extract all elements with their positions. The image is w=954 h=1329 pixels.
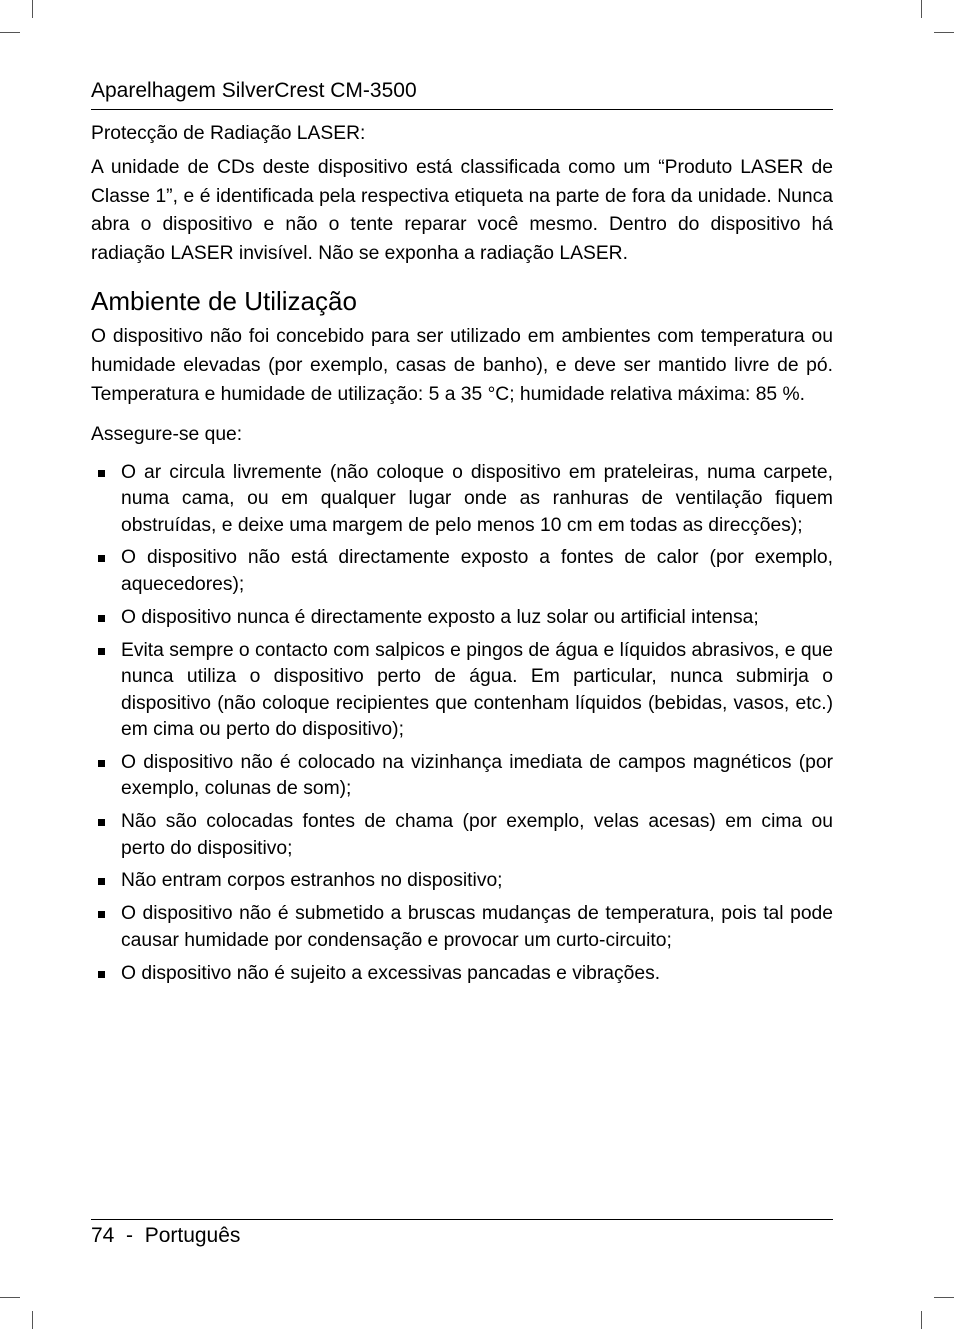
bullet-square-icon — [98, 760, 105, 767]
list-item — [91, 750, 833, 803]
list-item — [91, 460, 833, 539]
list-item — [91, 545, 833, 598]
list-item-text: O dispositivo não é submetido a bruscas mudanças de temperatura, pois tal pode causar humidade por condensação e provocar um curto-circuito; — [121, 903, 833, 951]
crop-mark-top-right — [921, 0, 922, 18]
list-item-text: O dispositivo não é colocado na vizinhança imediata de campos magnéticos (por exemplo, colunas de som); — [121, 751, 833, 800]
list-item — [91, 605, 833, 631]
environment-intro: Assegure-se que: — [91, 424, 243, 446]
crop-mark-top-left-horizontal — [0, 32, 20, 33]
list-item-text: O dispositivo nunca é directamente exposto a luz solar ou artificial intensa; — [121, 606, 759, 628]
crop-mark-bottom-left-horizontal — [0, 1297, 20, 1298]
environment-paragraph: O dispositivo não foi concebido para ser utilizado em ambientes com temperatura ou humidade elevadas (por exemplo, casas de banho), e deve ser mantido livre de pó. Temperatura e humidade de utilização: 5 a 35 °C; humidade relativa máxima: 85 %. — [91, 326, 833, 405]
bullet-square-icon — [98, 911, 105, 918]
list-item — [91, 868, 833, 894]
footer-rule — [91, 1219, 833, 1220]
laser-protection-subtitle: Protecção de Radiação LASER: — [91, 123, 366, 144]
list-item-text: O ar circula livremente (não coloque o dispositivo em prateleiras, numa carpete, numa cama, ou em qualquer lugar onde as ranhuras de ventilação fiquem obstruídas, e deixe uma margem de pelo menos 10 cm em todas as direcções); — [121, 461, 833, 536]
header-rule — [91, 109, 833, 110]
page-content — [91, 120, 833, 994]
bullet-square-icon — [98, 648, 105, 655]
environment-bullet-list — [91, 460, 833, 987]
crop-mark-bottom-left — [32, 1311, 33, 1329]
crop-mark-top-left — [32, 0, 33, 18]
page-number-footer: 74 - Português — [91, 1224, 241, 1247]
list-item — [91, 901, 833, 954]
crop-mark-bottom-right-horizontal — [934, 1297, 954, 1298]
list-item-text: O dispositivo não é sujeito a excessivas pancadas e vibrações. — [121, 962, 661, 984]
list-item — [91, 809, 833, 862]
bullet-square-icon — [98, 555, 105, 562]
list-item-text: O dispositivo não está directamente exposto a fontes de calor (por exemplo, aquecedores); — [121, 547, 833, 595]
crop-mark-top-right-horizontal — [934, 32, 954, 33]
bullet-square-icon — [98, 470, 105, 477]
bullet-square-icon — [98, 819, 105, 826]
section-heading-environment: Ambiente de Utilização — [91, 286, 357, 317]
list-item — [91, 961, 833, 987]
list-item — [91, 638, 833, 744]
list-item-text: Não são colocadas fontes de chama (por exemplo, velas acesas) em cima ou perto do dispositivo; — [121, 811, 833, 859]
laser-protection-paragraph: A unidade de CDs deste dispositivo está classificada como um “Produto LASER de Classe 1”, e é identificada pela respectiva etiqueta na parte de fora da unidade. Nunca abra o dispositivo e não o tente reparar você mesmo. Dentro do dispositivo há radiação LASER invisível. Não se exponha a radiação LASER. — [91, 157, 833, 264]
bullet-square-icon — [98, 878, 105, 885]
header-title: Aparelhagem SilverCrest CM-3500 — [91, 79, 417, 102]
crop-mark-bottom-right — [921, 1311, 922, 1329]
bullet-square-icon — [98, 615, 105, 622]
list-item-text: Evita sempre o contacto com salpicos e pingos de água e líquidos abrasivos, e que nunca utiliza o dispositivo perto de água. Em particular, nunca submirja o dispositivo (não coloque recipientes que contenham líquidos (bebidas, vasos, etc.) em cima ou perto do dispositivo); — [121, 639, 833, 740]
list-item-text: Não entram corpos estranhos no dispositivo; — [121, 870, 503, 892]
bullet-square-icon — [98, 971, 105, 978]
